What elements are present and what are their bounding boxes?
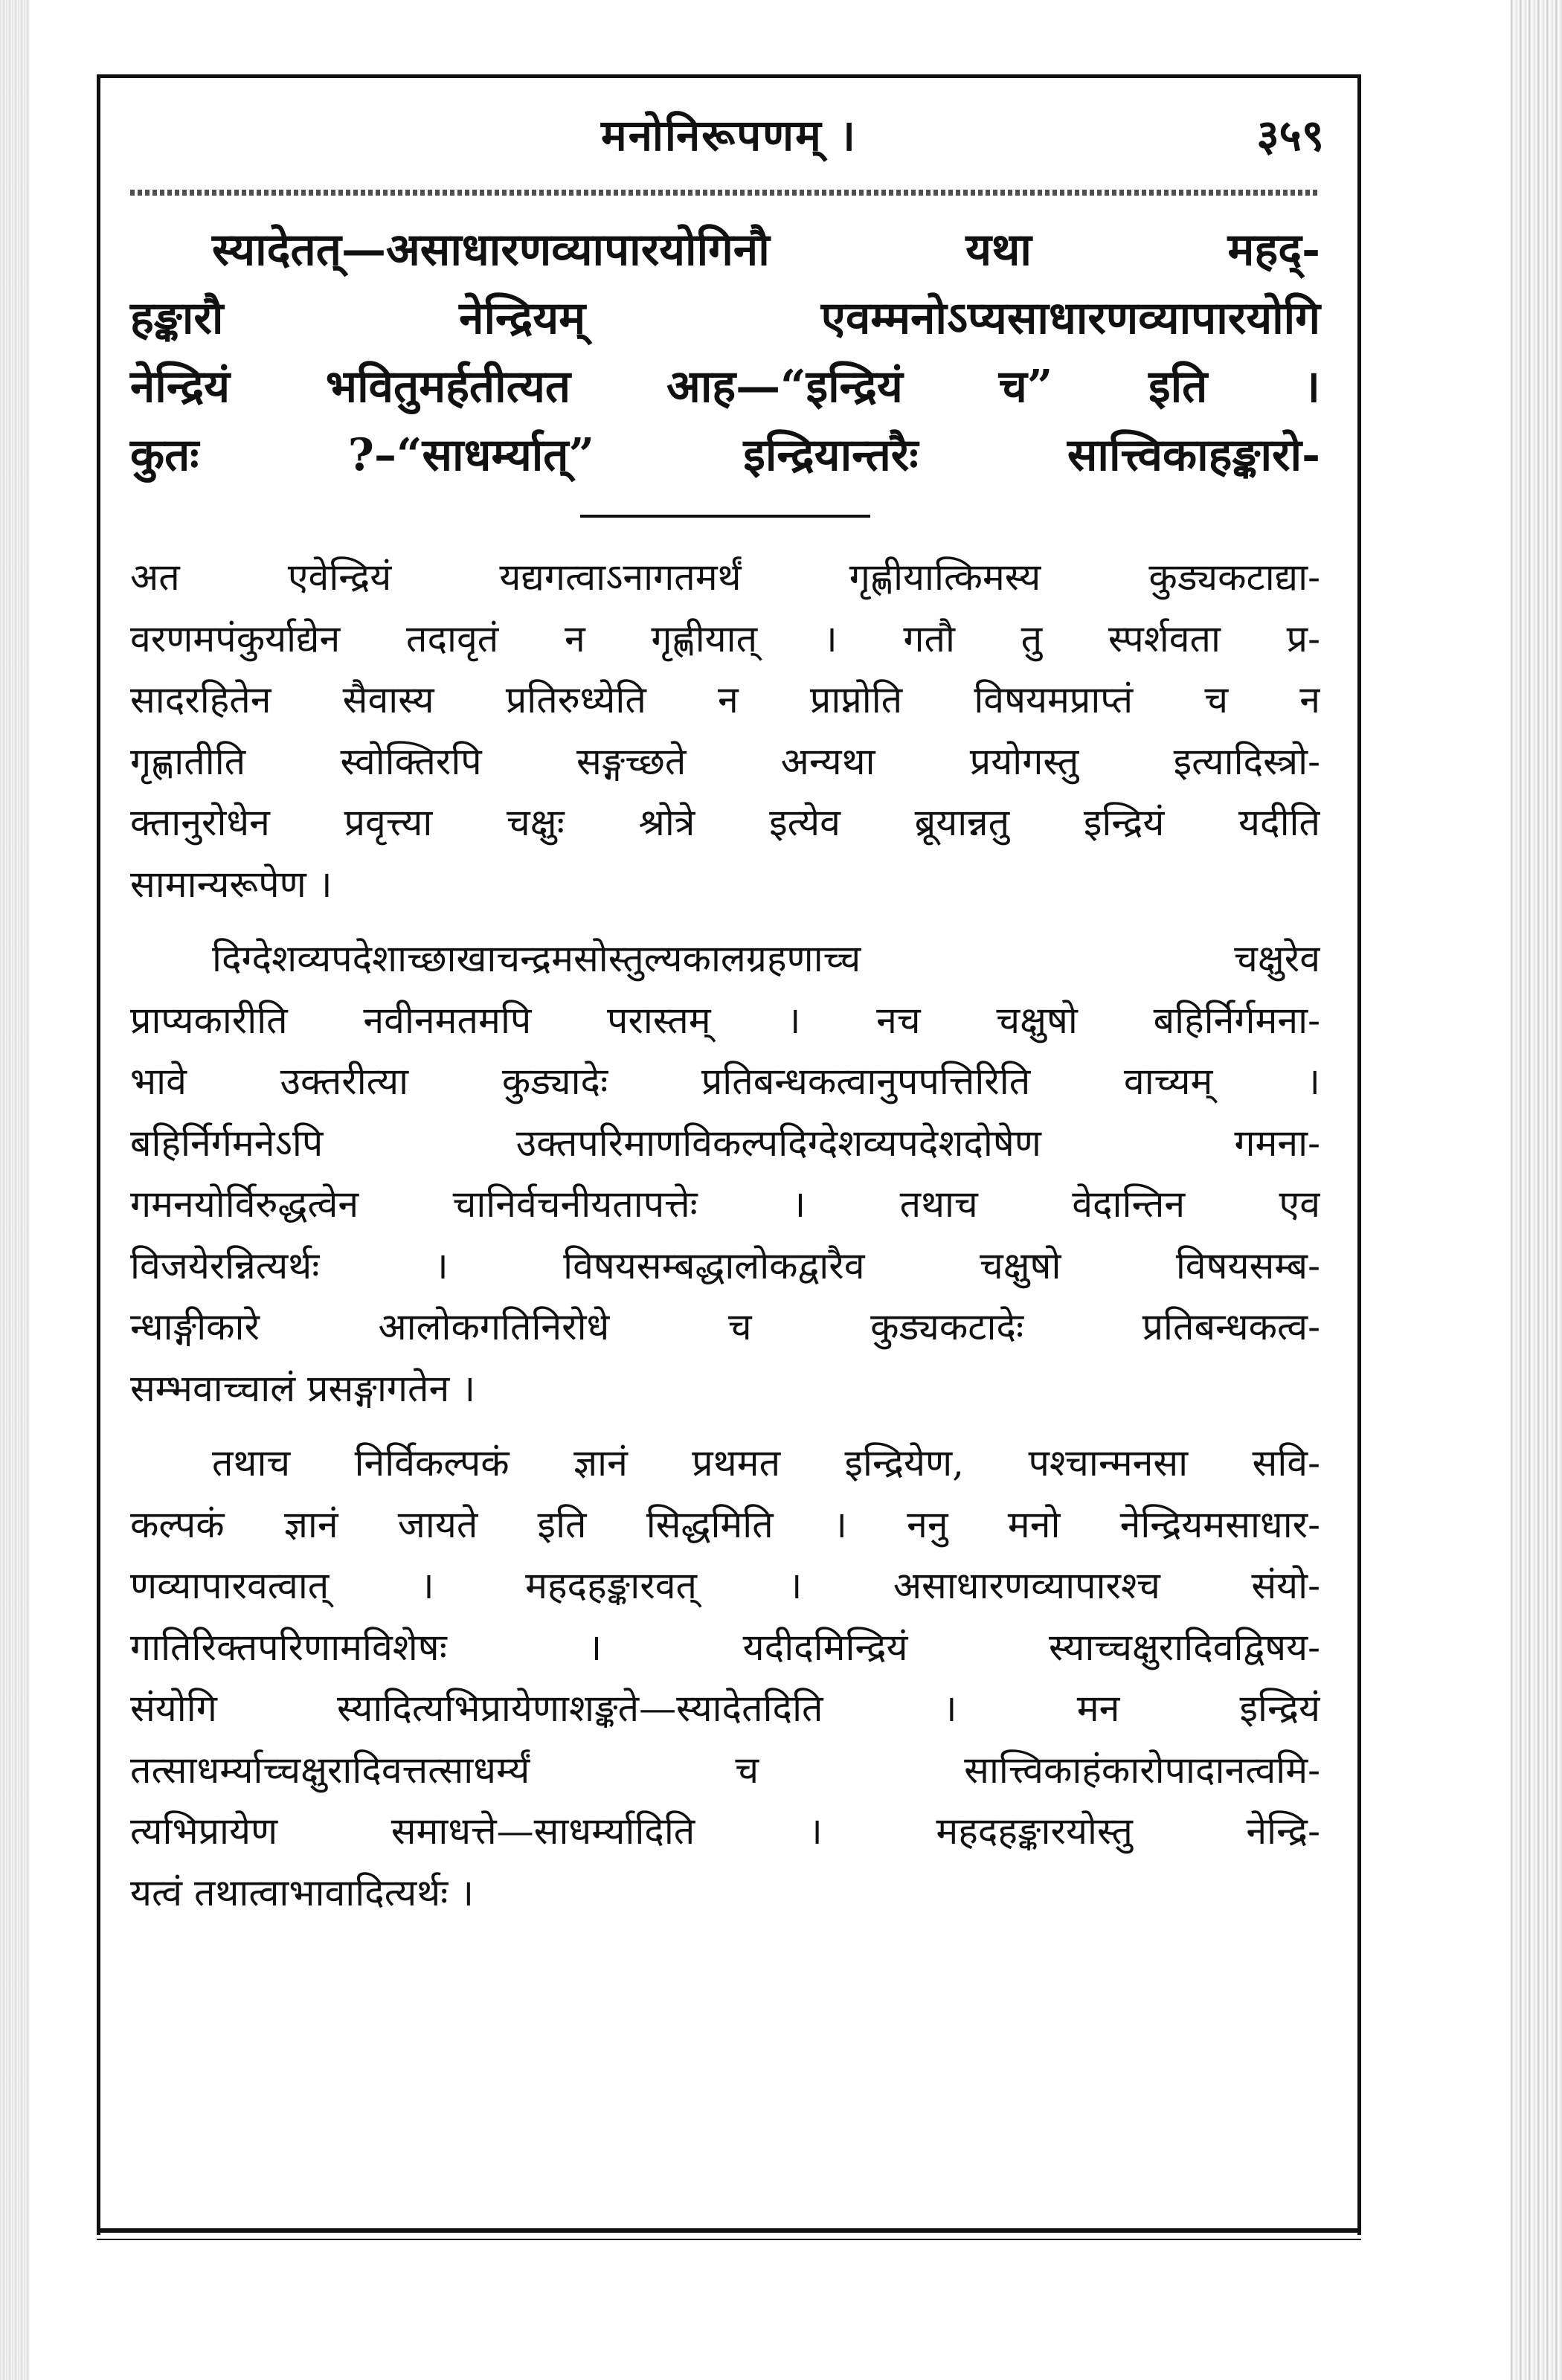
commentary-line: सम्भवाच्चालं प्रसङ्गागतेन ।: [130, 1366, 476, 1410]
commentary-line: संयोगि स्यादित्यभिप्रायेणाशङ्कते—स्यादेतदिति । मन इन्द्रियं: [130, 1687, 1320, 1730]
commentary-line: णव्यापारवत्वात् । महदहङ्कारवत् । असाधारणव्यापारश्च संयो-: [130, 1564, 1320, 1607]
commentary-line: प्राप्यकारीति नवीनमतमपि परास्तम् । नच चक्षुषो बहिर्निर्गमना-: [130, 998, 1320, 1042]
header-rule: [130, 190, 1320, 196]
commentary-paragraph: [130, 1432, 1320, 1923]
commentary-line: दिग्देशव्यपदेशाच्छाखाचन्द्रमसोस्तुल्यकालग्रहणाच्च चक्षुरेव: [212, 937, 1320, 980]
commentary-line: सादरहितेन सैवास्य प्रतिरुध्येति न प्राप्नोति विषयमप्राप्तं च न: [130, 678, 1320, 721]
commentary-line: तथाच निर्विकल्पकं ज्ञानं प्रथमत इन्द्रियेण, पश्चान्मनसा सवि-: [212, 1441, 1320, 1485]
bottom-rule-thin: [97, 2239, 1361, 2240]
commentary-paragraph: [130, 547, 1320, 915]
scan-right-edge: [1510, 0, 1562, 2380]
commentary-line: यत्वं तथात्वाभावादित्यर्थः ।: [130, 1871, 475, 1914]
running-title: मनोनिरूपणम् ।: [601, 110, 857, 161]
commentary-line: बहिर्निर्गमनेऽपि उक्तपरिमाणविकल्पदिग्देशव्यपदेशदोषेण गमना-: [130, 1121, 1320, 1165]
commentary-line: गृह्णातीति स्वोक्तिरपि सङ्गच्छते अन्यथा प्रयोगस्तु इत्यादिस्त्रो-: [130, 739, 1320, 783]
section-divider: [580, 515, 870, 518]
commentary-line: गातिरिक्तपरिणामविशेषः । यदीदमिन्द्रियं स्याच्चक्षुरादिवद्विषय-: [130, 1625, 1320, 1669]
commentary-text: [130, 547, 1320, 1923]
mula-line: हङ्कारौ नेन्द्रियम् एवम्मनोऽप्यसाधारणव्यापारयोगि: [130, 292, 1320, 344]
scan-left-edge: [0, 0, 30, 2380]
commentary-line: न्धाङ्गीकारे आलोकगतिनिरोधे च कुड्यकटादेः प्रतिबन्धकत्व-: [130, 1305, 1320, 1348]
commentary-line: त्यभिप्रायेण समाधत्ते—साधर्म्यादिति । महदहङ्कारयोस्तु नेन्द्रि-: [130, 1810, 1320, 1853]
page-number: ३५९: [1256, 110, 1324, 161]
commentary-line: तत्साधर्म्याच्चक्षुरादिवत्तत्साधर्म्यं च सात्त्विकाहंकारोपादानत्वमि-: [130, 1748, 1320, 1792]
commentary-line: सामान्यरूपेण ।: [130, 862, 332, 906]
mula-text: [130, 216, 1320, 489]
commentary-line: अत एवेन्द्रियं यद्यगत्वाऽनागतमर्थं गृह्णीयात्किमस्य कुड्यकटाद्या-: [130, 556, 1320, 599]
mula-line: स्यादेतत्—असाधारणव्यापारयोगिनौ यथा महद्-: [212, 224, 1320, 276]
mula-line: नेन्द्रियं भवितुमर्हतीत्यत आह—“इन्द्रियं च” इति ।: [130, 361, 1320, 413]
commentary-line: कल्पकं ज्ञानं जायते इति सिद्धमिति । ननु मनो नेन्द्रियमसाधार-: [130, 1502, 1320, 1546]
paragraph-gap: [130, 1419, 1320, 1432]
bottom-rule: [97, 2228, 1361, 2233]
page-header: [104, 104, 1354, 164]
commentary-line: गमनयोर्विरुद्धत्वेन चानिर्वचनीयतापत्तेः । तथाच वेदान्तिन एव: [130, 1183, 1320, 1226]
commentary-line: विजयेरन्नित्यर्थः । विषयसम्बद्धालोकद्वारैव चक्षुषो विषयसम्ब-: [130, 1244, 1320, 1287]
commentary-paragraph: [130, 928, 1320, 1419]
commentary-line: क्तानुरोधेन प्रवृत्त्या चक्षुः श्रोत्रे इत्येव ब्रूयान्नतु इन्द्रियं यदीति: [130, 801, 1320, 844]
commentary-line: वरणमपंकुर्याद्येन तदावृतं न गृह्णीयात् । गतौ तु स्पर्शवता प्र-: [130, 617, 1320, 660]
paragraph-gap: [130, 915, 1320, 928]
mula-line: कुतः ?–“साधर्म्यात्” इन्द्रियान्तरैः सात्त्विकाहङ्कारो-: [130, 429, 1320, 481]
commentary-line: भावे उक्तरीत्या कुड्यादेः प्रतिबन्धकत्वानुपपत्तिरिति वाच्यम् ।: [130, 1060, 1320, 1103]
